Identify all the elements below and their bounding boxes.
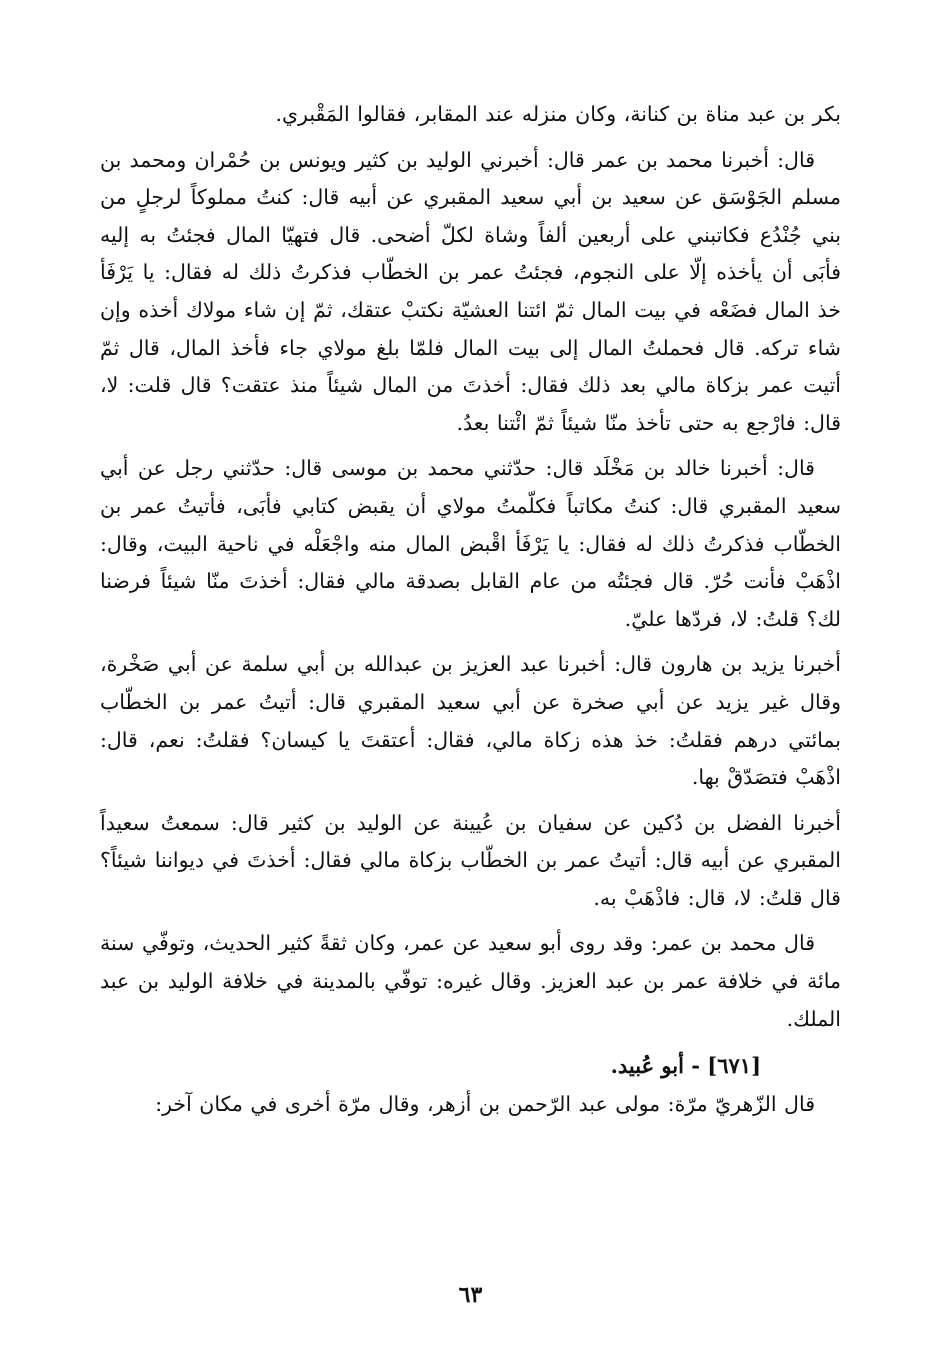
- paragraph-2: قال: أخبرنا محمد بن عمر قال: أخبرني الوليد بن كثير ويونس بن حُمْران ومحمد بن مسلم الجَوْسَق عن سعيد بن أبي سعيد المقبري عن أبيه قال: كنتُ مملوكاً لرجلٍ من بني جُنْدُع فكاتبني على أربعين ألفاً وشاة لكلّ أضحى. قال فتهيّا المال فجئتُ به إليه فأبَى أن يأخذه إلّا على النجوم، فجئتُ عمر بن الخطّاب فذكرتُ ذلك له فقال: يا يَرْفَأ خذ المال فضَعْه في بيت المال ثمّ ائتنا العشيّة نكتبْ عتقك، ثمّ إن شاء مولاك أخذه وإن شاء تركه. قال فحملتُ المال إلى بيت المال فلمّا بلغ مولاي جاء فأخذ المال، قال ثمّ أتيت عمر بزكاة مالي بعد ذلك فقال: أخذتَ من المال شيئاً منذ عتقت؟ قال قلت: لا، قال: فارْجع به حتى تأخذ منّا شيئاً ثمّ ائْتنا بعدُ.: [100, 147, 841, 435]
- paragraph-gap: [100, 442, 841, 450]
- last-line: قال الزّهريّ مرّة: مولى عبد الرّحمن بن أزهر، وقال مرّة أخرى في مكان آخر:: [155, 1092, 815, 1117]
- paragraph-1: بكر بن عبد مناة بن كنانة، وكان منزله عند المقابر، فقالوا المَقْبري.: [275, 102, 841, 126]
- paragraph-4: أخبرنا يزيد بن هارون قال: أخبرنا عبد العزيز بن عبدالله بن أبي سلمة عن أبي صَخْرة، وقال غير يزيد عن أبي صخرة عن أبي سعيد المقبري قال: أتيتُ عمر بن الخطّاب بمائتي درهم فقلتُ: خذ هذه زكاة مالي، فقال: أعتقتَ يا كيسان؟ فقلتُ: نعم، قال: اذْهَبْ فتصَدّقْ بها.: [100, 652, 841, 790]
- paragraph-gap: [100, 1038, 841, 1046]
- paragraph-5: أخبرنا الفضل بن دُكين عن سفيان بن عُيينة عن الوليد بن كثير قال: سمعتُ سعيداً المقبري عن أبيه قال: أتيتُ عمر بن الخطّاب بزكاة مالي فقال: أخذتَ في ديواننا شيئاً؟ قال قلتُ: لا، قال: فاذْهَبْ به.: [100, 810, 841, 910]
- paragraph-gap: [100, 134, 841, 142]
- paragraph-3: قال: أخبرنا خالد بن مَخْلَد قال: حدّثني محمد بن موسى قال: حدّثني رجل عن أبي سعيد المقبري قال: كنتُ مكاتباً فكلّمتُ مولاي أن يقبض كتابي فأبَى، فأتيتُ عمر بن الخطّاب فذكرتُ ذلك له فقال: يا يَرْفَأ اقْبض المال منه واجْعَلْه في ناحية البيت، وقال: اذْهَبْ فأنت حُرّ. قال فجئتُه من عام القابل بصدقة مالي فقال: أخذتَ منّا شيئاً فرضنا لك؟ قلتُ: لا، فردّها عليّ.: [100, 456, 841, 631]
- paragraph-gap: [100, 638, 841, 646]
- paragraph-gap: [100, 797, 841, 805]
- paragraph-gap: [100, 917, 841, 925]
- page-number: ٦٣: [458, 1282, 483, 1308]
- entry-heading: [٦٧١] - أبو عُبيد.: [610, 1053, 761, 1079]
- paragraph-6: قال محمد بن عمر: وقد روى أبو سعيد عن عمر، وكان ثقةً كثير الحديث، وتوفّي سنة مائة في خلافة عمر بن عبد العزيز. وقال غيره: توفّي بالمدينة في خلافة الوليد بن عبد الملك.: [100, 931, 841, 1031]
